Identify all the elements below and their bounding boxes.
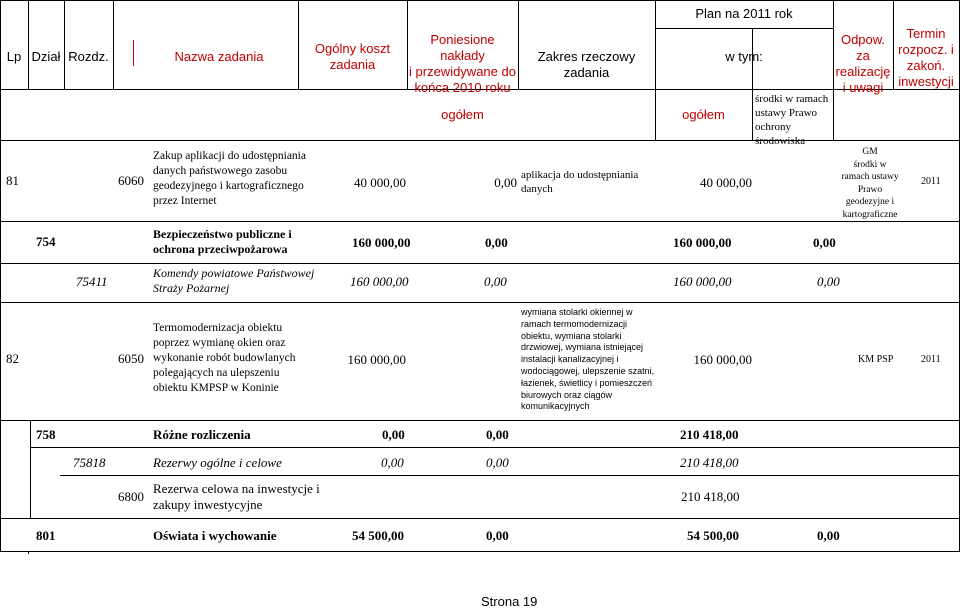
row81-lp: 81 xyxy=(6,173,19,188)
rule xyxy=(64,0,65,89)
dz801-v1: 54 500,00 xyxy=(352,528,404,543)
r75818-v3: 210 418,00 xyxy=(680,455,739,470)
dz754-name: Bezpieczeństwo publiczne i ochrona przeciwpożarowa xyxy=(153,227,292,256)
r75411-name: Komendy powiatowe Państwowej Straży Pożarnej xyxy=(153,266,315,295)
r75818-v1: 0,00 xyxy=(381,455,404,470)
col-odpow: Odpow. za realizację i uwagi xyxy=(835,32,891,95)
row82-lp: 82 xyxy=(6,351,19,366)
rule xyxy=(0,0,1,140)
r75411-v3: 160 000,00 xyxy=(673,274,732,289)
dz758-v2: 0,00 xyxy=(486,427,509,442)
r75818-code: 75818 xyxy=(73,455,106,470)
col-zakres: Zakres rzeczowy zadania xyxy=(537,49,636,80)
rule xyxy=(0,302,960,303)
row82-termin: 2011 xyxy=(921,354,941,365)
rule xyxy=(60,475,960,476)
row82-odpow: KM PSP xyxy=(858,354,894,365)
row82-ogolem: 160 000,00 xyxy=(693,352,752,367)
dz758-name: Różne rozliczenia xyxy=(153,427,251,442)
r75818-name: Rezerwy ogólne i celowe xyxy=(153,455,282,470)
row6800-ogolem: 210 418,00 xyxy=(681,489,740,504)
col-ogolem-2: ogółem xyxy=(682,107,725,122)
col-lp: Lp xyxy=(6,49,22,64)
r75411-code: 75411 xyxy=(76,274,108,289)
rule xyxy=(0,221,960,222)
col-ogolem-1: ogółem xyxy=(441,107,484,122)
col-poniesione: Poniesione nakłady i przewidywane do końca 2010 roku xyxy=(409,32,516,95)
row81-poniesione: 0,00 xyxy=(494,175,517,190)
row82-zakres: wymiana stolarki okiennej w ramach termomodernizacji obiektu, wymiana stolarki drzwiowej, wymiana istniejącej instalacji kanalizacyjnej i wodociągowej, ulepszenie szatni, łazienek, świetlicy i pomieszczeń biurowych oraz ciągów komunikacyjnych xyxy=(521,307,655,412)
col-srodki: środki w ramach ustawy Prawo ochrony środowiska xyxy=(755,93,829,147)
col-w-tym: w tym: xyxy=(725,49,763,64)
plan-title: Plan na 2011 rok xyxy=(695,6,793,21)
dz758-v1: 0,00 xyxy=(382,427,405,442)
r75411-v1: 160 000,00 xyxy=(350,274,409,289)
row82-koszt: 160 000,00 xyxy=(347,352,406,367)
r75411-v2: 0,00 xyxy=(484,274,507,289)
row81-rozdz: 6060 xyxy=(118,173,144,188)
dz801-code: 801 xyxy=(36,528,56,543)
col-nazwa: Nazwa zadania xyxy=(174,49,264,64)
col-dzial: Dział xyxy=(31,49,61,64)
r75411-v4: 0,00 xyxy=(817,274,840,289)
dz758-v3: 210 418,00 xyxy=(680,427,739,442)
dz758-code: 758 xyxy=(36,427,56,442)
rule xyxy=(0,263,960,264)
page-number: Strona 19 xyxy=(481,594,538,609)
dz801-name: Oświata i wychowanie xyxy=(153,528,277,543)
row82-rozdz: 6050 xyxy=(118,351,144,366)
row81-koszt: 40 000,00 xyxy=(354,175,406,190)
row81-zakres: aplikacja do udostępniania danych xyxy=(521,169,639,195)
row6800-nazwa: Rezerwa celowa na inwestycje i zakupy inwestycyjne xyxy=(153,481,320,512)
col-termin: Termin rozpocz. i zakoń. inwestycji xyxy=(898,26,954,89)
dz801-v2: 0,00 xyxy=(486,528,509,543)
dz801-v3: 54 500,00 xyxy=(687,528,739,543)
rule xyxy=(752,28,753,140)
dz754-v4: 0,00 xyxy=(813,235,836,250)
dz754-v2: 0,00 xyxy=(485,235,508,250)
rule xyxy=(28,551,29,554)
dz754-v1: 160 000,00 xyxy=(352,235,411,250)
rule xyxy=(655,28,833,29)
r75818-v2: 0,00 xyxy=(486,455,509,470)
col-ogolny-koszt: Ogólny koszt zadania xyxy=(314,41,391,72)
rule xyxy=(0,551,960,552)
text-cursor xyxy=(133,40,134,66)
row82-nazwa: Termomodernizacja obiektu poprzez wymianę okien oraz wykonanie robót budowlanych polegających na ulepszeniu obiektu KMPSP w Koninie xyxy=(153,322,296,394)
rule xyxy=(0,518,960,519)
dz754-code: 754 xyxy=(36,234,56,249)
rule xyxy=(28,0,29,89)
rule xyxy=(30,447,960,448)
col-rozdz: Rozdz. xyxy=(68,49,109,64)
rule xyxy=(30,420,31,518)
dz801-v4: 0,00 xyxy=(817,528,840,543)
row6800-rozdz: 6800 xyxy=(118,489,144,504)
row81-odpow: GM środki w ramach ustawy Prawo geodezyjne i kartograficzne xyxy=(841,147,899,220)
rule xyxy=(0,140,1,552)
rule xyxy=(0,0,960,1)
rule xyxy=(0,420,960,421)
row81-nazwa: Zakup aplikacji do udostępniania danych państwowego zasobu geodezyjnego i kartograficznego przez Internet xyxy=(153,150,306,207)
row81-ogolem: 40 000,00 xyxy=(700,175,752,190)
dz754-v3: 160 000,00 xyxy=(673,235,732,250)
rule xyxy=(113,0,114,89)
row81-termin: 2011 xyxy=(921,176,941,187)
